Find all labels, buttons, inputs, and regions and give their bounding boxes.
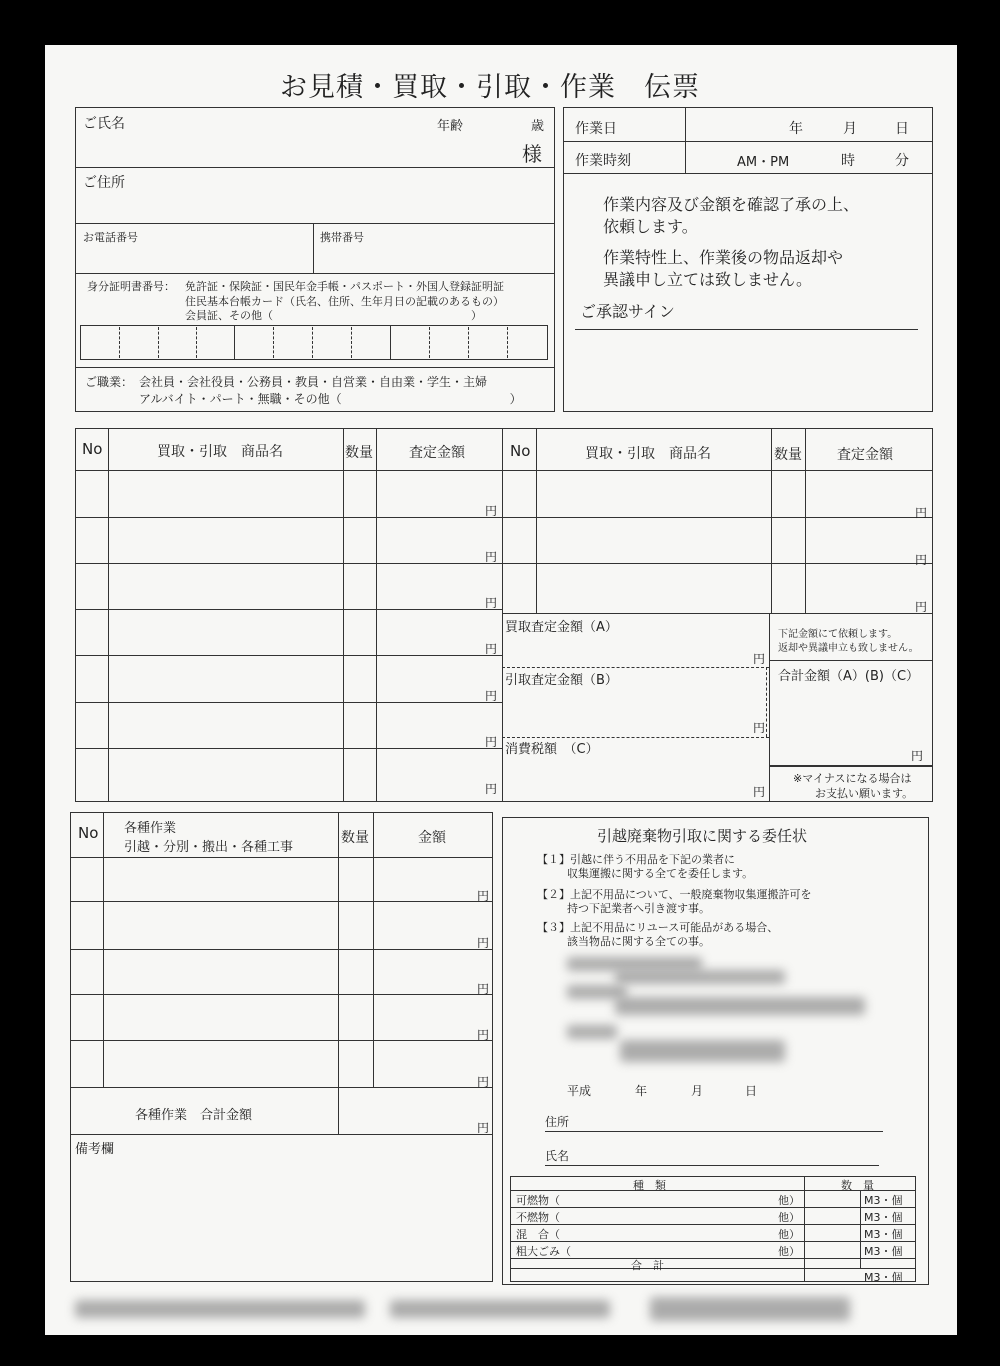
waste-row-name: 混 合（ xyxy=(516,1228,560,1241)
ampm-label: AM・PM xyxy=(737,155,790,170)
waste-row-other: 他） xyxy=(778,1245,800,1258)
estimate-form-paper xyxy=(45,45,957,1335)
waste-row-other: 他） xyxy=(778,1228,800,1241)
yen-mark: 円 xyxy=(915,506,928,520)
proxy-address-line xyxy=(545,1131,883,1132)
id-label: 身分証明書番号： xyxy=(87,280,175,293)
request-note-1: 下記金額にて依頼します。 xyxy=(778,629,898,640)
waste-total-label: 合 計 xyxy=(631,1259,664,1272)
waste-row-unit: M3・個 xyxy=(864,1194,903,1207)
proxy-name-label: 氏名 xyxy=(545,1149,570,1163)
yen-mark: 円 xyxy=(485,735,498,749)
work-col-no: No xyxy=(78,824,99,842)
yen-mark: 円 xyxy=(477,889,490,903)
yen-mark: 円 xyxy=(485,504,498,518)
era-label: 平成 xyxy=(567,1084,592,1098)
col-amount-left: 査定金額 xyxy=(409,445,465,461)
redacted-footer xyxy=(75,1300,365,1318)
yen-mark: 円 xyxy=(485,689,498,703)
waste-row-unit: M3・個 xyxy=(864,1228,903,1241)
proxy-item-1a: 【１】引越に伴う不用品を下記の業者に xyxy=(537,853,735,866)
honorific: 様 xyxy=(522,142,542,166)
waste-row-other: 他） xyxy=(778,1194,800,1207)
redacted-footer xyxy=(390,1300,610,1318)
request-note-2: 返却や異議申立も致しません。 xyxy=(778,643,919,654)
phone-label: お電話番号 xyxy=(83,231,138,244)
yen-mark: 円 xyxy=(915,600,928,614)
work-total-label: 各種作業 合計金額 xyxy=(135,1108,253,1123)
yen-mark: 円 xyxy=(477,1028,490,1042)
id-number-boxes xyxy=(80,325,548,360)
grand-total-label: 合計金額（A）(B)（C） xyxy=(778,669,920,684)
waste-row-name: 粗大ごみ（ xyxy=(516,1245,571,1258)
proxy-item-3a: 【３】上記不用品にリユース可能品がある場合、 xyxy=(537,921,779,934)
redacted-company-info xyxy=(567,957,702,971)
minus-note-2: お支払い願います。 xyxy=(815,787,914,800)
col-no-left: No xyxy=(82,440,103,458)
proxy-address-label: 住所 xyxy=(545,1115,570,1129)
day-label: 日 xyxy=(895,121,909,137)
redacted-company-info xyxy=(620,1040,785,1062)
yen-mark: 円 xyxy=(485,596,498,610)
yen-mark: 円 xyxy=(485,642,498,656)
col-qty-right: 数量 xyxy=(774,447,802,463)
yen-mark: 円 xyxy=(753,721,766,735)
yen-mark: 円 xyxy=(915,553,928,567)
work-table xyxy=(70,812,493,1282)
proxy-item-2a: 【２】上記不用品について、一般廃棄物収集運搬許可を xyxy=(537,888,812,901)
waste-row-name: 可燃物（ xyxy=(516,1194,560,1207)
pickup-assessment-b: 引取査定金額（B） xyxy=(505,673,618,688)
work-col-item-1: 各種作業 xyxy=(124,821,177,836)
waste-row-other: 他） xyxy=(778,1211,800,1224)
age-label: 年齢 xyxy=(437,119,464,134)
col-qty-left: 数量 xyxy=(345,445,373,461)
consent-text-2b: 異議申し立ては致しません。 xyxy=(603,270,812,289)
yen-mark: 円 xyxy=(753,652,766,666)
waste-col-qty: 数 量 xyxy=(841,1179,874,1192)
occupation-line2: アルバイト・パート・無職・その他（ ） xyxy=(139,392,522,406)
col-amount-right: 査定金額 xyxy=(837,447,893,463)
yen-mark: 円 xyxy=(753,785,766,799)
year-label: 年 xyxy=(789,121,803,137)
id-types-line1: 免許証・保険証・国民年金手帳・パスポート・外国人登録証明証 xyxy=(185,280,504,293)
age-unit: 歳 xyxy=(531,119,545,134)
redacted-company-info xyxy=(567,1025,617,1039)
waste-col-kind: 種 類 xyxy=(633,1179,666,1192)
col-item-right: 買取・引取 商品名 xyxy=(585,446,711,462)
col-no-right: No xyxy=(510,442,531,460)
work-date-label: 作業日 xyxy=(575,121,617,137)
waste-row-unit: M3・個 xyxy=(864,1211,903,1224)
waste-total-unit: M3・個 xyxy=(864,1271,903,1284)
purchase-assessment-a: 買取査定金額（A） xyxy=(505,620,618,635)
minus-note-1: ※マイナスになる場合は xyxy=(793,772,912,785)
mobile-label: 携帯番号 xyxy=(320,231,364,244)
form-title: お見積・買取・引取・作業 伝票 xyxy=(280,72,700,103)
work-col-amount: 金額 xyxy=(418,830,446,846)
waste-row-name: 不燃物（ xyxy=(516,1211,560,1224)
yen-mark: 円 xyxy=(477,1075,490,1089)
waste-row-unit: M3・個 xyxy=(864,1245,903,1258)
consent-text-2a: 作業特性上、作業後の物品返却や xyxy=(603,248,844,267)
proxy-item-2b: 持つ下記業者へ引き渡す事。 xyxy=(567,902,710,915)
name-label: ご氏名 xyxy=(83,116,125,132)
redacted-company-info xyxy=(615,970,785,984)
proxy-month-label: 月 xyxy=(691,1084,704,1098)
remarks-label: 備考欄 xyxy=(75,1142,115,1157)
hour-label: 時 xyxy=(841,153,855,169)
month-label: 月 xyxy=(843,121,857,137)
yen-mark: 円 xyxy=(485,782,498,796)
consumption-tax-c: 消費税額 （C） xyxy=(505,742,599,757)
consent-text-1a: 作業内容及び金額を確認了承の上、 xyxy=(603,195,860,214)
work-col-qty: 数量 xyxy=(341,830,369,846)
occupation-line1: 会社員・会社役員・公務員・教員・自営業・自由業・学生・主婦 xyxy=(139,375,488,389)
yen-mark: 円 xyxy=(477,1121,490,1135)
yen-mark: 円 xyxy=(477,936,490,950)
redacted-footer xyxy=(650,1297,850,1321)
occupation-label: ご職業： xyxy=(85,375,134,389)
consent-text-1b: 依頼します。 xyxy=(603,217,698,236)
work-time-label: 作業時刻 xyxy=(575,153,631,169)
yen-mark: 円 xyxy=(477,982,490,996)
proxy-day-label: 日 xyxy=(745,1084,758,1098)
minute-label: 分 xyxy=(895,153,909,169)
proxy-item-3b: 該当物品に関する全ての事。 xyxy=(567,935,710,948)
proxy-name-line xyxy=(545,1165,879,1166)
redacted-company-info xyxy=(615,997,865,1015)
proxy-item-1b: 収集運搬に関する全てを委任します。 xyxy=(567,867,754,880)
col-item-left: 買取・引取 商品名 xyxy=(157,444,283,460)
yen-mark: 円 xyxy=(911,749,924,763)
proxy-year-label: 年 xyxy=(635,1084,648,1098)
sign-line xyxy=(575,329,918,330)
yen-mark: 円 xyxy=(485,550,498,564)
sign-label: ご承認サイン xyxy=(580,302,675,321)
address-label: ご住所 xyxy=(83,175,125,191)
work-col-item-2: 引越・分別・搬出・各種工事 xyxy=(124,840,294,855)
id-types-line2: 住民基本台帳カード（氏名、住所、生年月日の記載のあるもの） xyxy=(185,295,504,308)
id-types-line3: 会員証、その他（ ） xyxy=(185,309,482,322)
proxy-title: 引越廃棄物引取に関する委任状 xyxy=(597,827,808,845)
